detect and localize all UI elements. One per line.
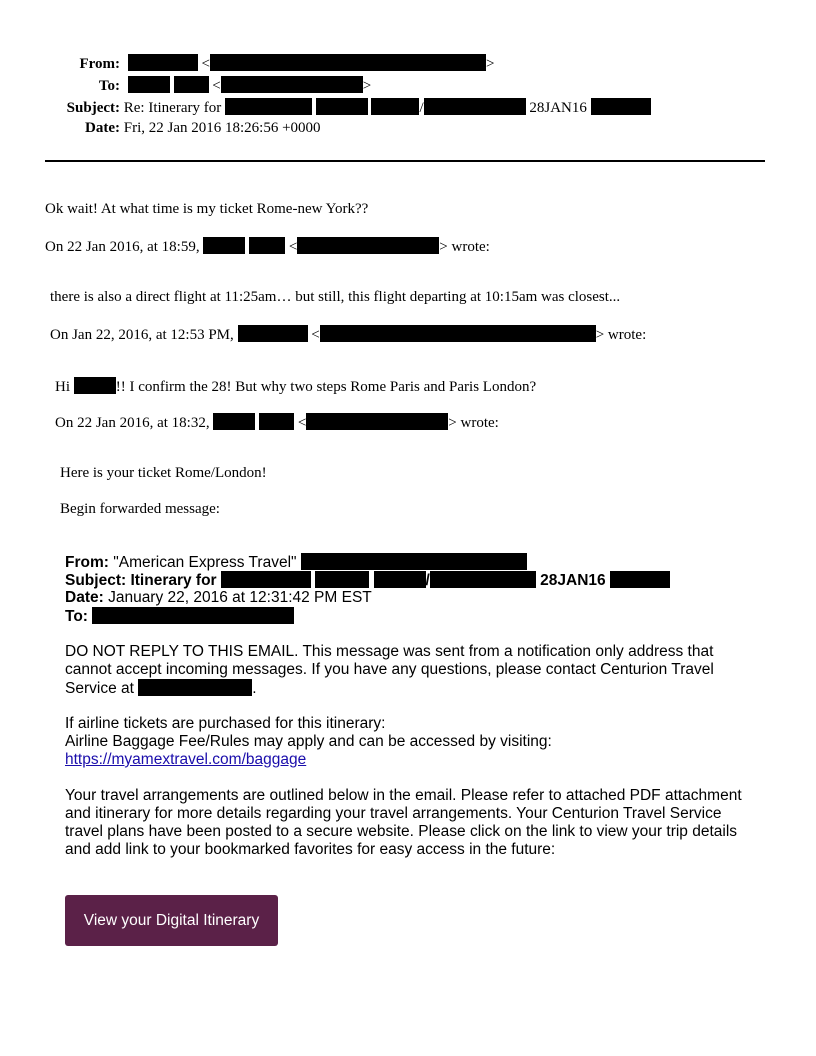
redacted-sender-email — [301, 553, 527, 570]
forward-to: To: — [65, 607, 294, 626]
redacted-sender-email — [210, 54, 486, 71]
baggage-paragraph: If airline tickets are purchased for this itinerary: Airline Baggage Fee/Rules may apply and can be accessed by visiting: https://myamextravel.com/baggage — [65, 715, 552, 768]
redacted-name — [74, 377, 116, 394]
message-4: Here is your ticket Rome/London! — [60, 465, 267, 481]
redacted-name — [213, 413, 255, 430]
redacted-subject-5 — [591, 98, 651, 115]
redacted-subject-2 — [316, 98, 368, 115]
redacted-email — [297, 237, 439, 254]
redacted-subject-4 — [424, 98, 526, 115]
to-label: To: — [98, 78, 120, 94]
subject-prefix: Re: Itinerary for — [123, 100, 222, 116]
notice-paragraph: DO NOT REPLY TO THIS EMAIL. This message was sent from a notification only address that cannot accept incoming messages. If you have any questions, please contact Centurion Travel Service at . — [65, 643, 714, 697]
redacted-name — [249, 237, 285, 254]
quote-line-2: On Jan 22, 2016, at 12:53 PM, < > wrote: — [50, 327, 647, 343]
forward-date: Date: January 22, 2016 at 12:31:42 PM EST — [65, 589, 372, 606]
header-subject: Subject: Re: Itinerary for / 28JAN16 — [50, 98, 651, 117]
forwarded-label: Begin forwarded message: — [60, 501, 220, 517]
redacted-recipient-first — [128, 76, 170, 93]
redacted-subject-3 — [374, 571, 426, 588]
header-from: From: < > — [50, 54, 494, 73]
redacted-name — [259, 413, 294, 430]
arrangements-paragraph: Your travel arrangements are outlined below in the email. Please refer to attached PDF attachment and itinerary for more details regarding your travel arrangements. Your Centurion Travel Service travel plans have been posted to a secure website. Please click on the link to view your trip details and add link to your bookmarked favorites for easy access in the future: — [65, 787, 742, 858]
date-label: Date: — [85, 120, 120, 136]
view-itinerary-button[interactable]: View your Digital Itinerary — [65, 895, 278, 946]
redacted-name — [203, 237, 245, 254]
header-divider — [45, 160, 765, 162]
redacted-subject-5 — [610, 571, 670, 588]
redacted-recipient-email — [221, 76, 363, 93]
redacted-subject-2 — [315, 571, 369, 588]
redacted-subject-3 — [371, 98, 419, 115]
message-1: Ok wait! At what time is my ticket Rome-new York?? — [45, 201, 369, 217]
redacted-email — [320, 325, 596, 342]
from-label: From: — [79, 56, 120, 72]
header-date — [50, 120, 321, 137]
subject-label: Subject: — [66, 100, 120, 116]
header-to: To: < > — [50, 76, 371, 95]
redacted-recipient — [92, 607, 294, 624]
message-2: there is also a direct flight at 11:25am… but still, this flight departing at 10:15am was closest... — [50, 289, 621, 305]
quote-line-3: On 22 Jan 2016, at 18:32, < > wrote: — [55, 415, 499, 431]
redacted-subject-1 — [225, 98, 312, 115]
redacted-email — [306, 413, 448, 430]
redacted-recipient-last — [174, 76, 209, 93]
redacted-subject-1 — [221, 571, 311, 588]
redacted-sender-name — [128, 54, 198, 71]
forward-from: From: "American Express Travel" — [65, 553, 527, 572]
redacted-phone — [138, 679, 252, 696]
subject-date: 28JAN16 — [529, 100, 587, 116]
message-3: Hi !! I confirm the 28! But why two steps Rome Paris and Paris London? — [55, 379, 537, 395]
forward-subject: Subject: Itinerary for / 28JAN16 — [65, 571, 670, 590]
baggage-link[interactable]: https://myamextravel.com/baggage — [65, 751, 307, 768]
date-value: Fri, 22 Jan 2016 18:26:56 +0000 — [123, 120, 321, 136]
redacted-subject-4 — [430, 571, 536, 588]
quote-line-1: On 22 Jan 2016, at 18:59, < > wrote: — [45, 239, 490, 255]
redacted-name — [238, 325, 308, 342]
